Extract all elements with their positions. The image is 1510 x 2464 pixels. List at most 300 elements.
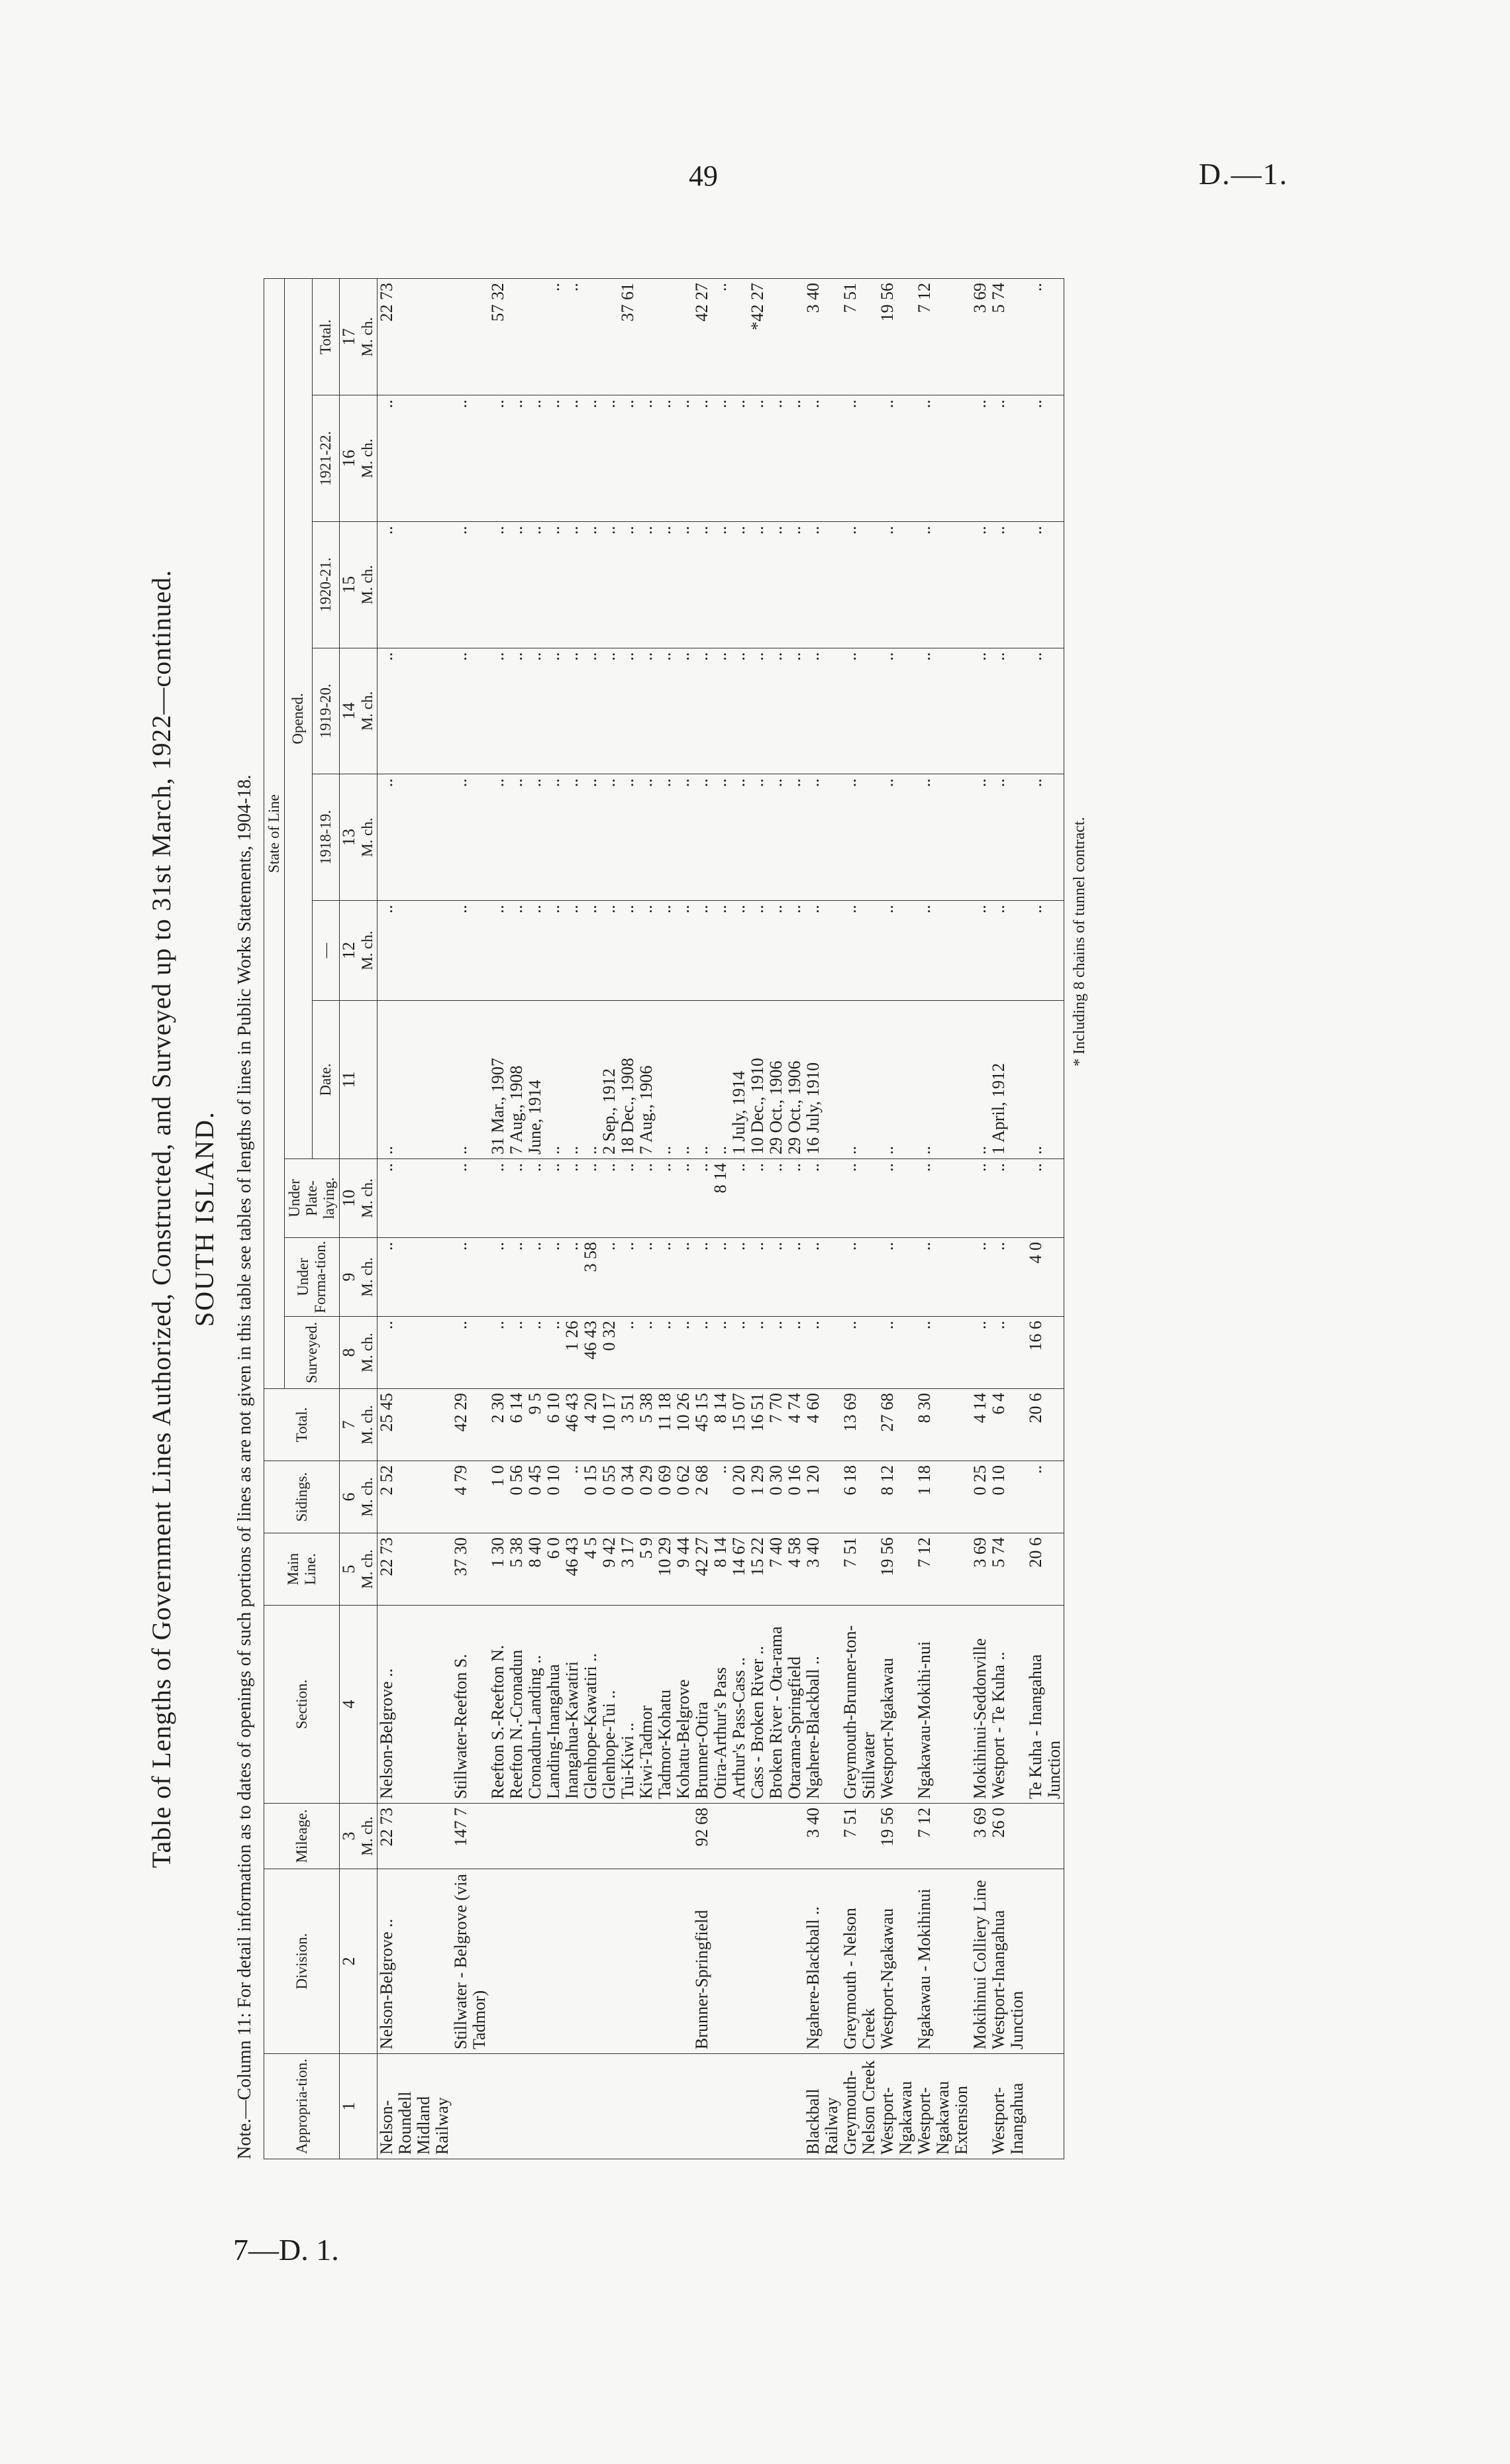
- total-opened-cell: 3 40: [804, 279, 841, 395]
- col13-cell: ..: [989, 774, 1027, 901]
- col16-cell: ..: [730, 395, 748, 522]
- total-opened-cell: ..: [1027, 279, 1064, 395]
- date-opened-cell: 1 April, 1912: [989, 1001, 1027, 1159]
- col14-cell: ..: [507, 648, 526, 774]
- appropriation-cell: Nelson-Roundell Midland Railway: [377, 2054, 452, 2159]
- total-opened-cell: 57 32: [489, 279, 507, 395]
- unit-blank: [358, 1869, 377, 2054]
- under-formation-cell: ..: [377, 1238, 452, 1317]
- date-opened-cell: 10 Dec., 1910: [748, 1001, 767, 1159]
- col12-cell: ..: [748, 900, 767, 1000]
- mileage-cell: [711, 1804, 730, 1869]
- surveyed-cell: ..: [748, 1317, 767, 1389]
- date-opened-cell: ..: [452, 1001, 489, 1159]
- surveyed-cell: ..: [377, 1317, 452, 1389]
- sidings-cell: ..: [711, 1461, 730, 1533]
- total-cell: 45 15: [693, 1389, 711, 1461]
- lengths-table: [264, 278, 1064, 2159]
- col15-cell: ..: [748, 521, 767, 648]
- col14-cell: ..: [730, 648, 748, 774]
- sidings-cell: 2 52: [377, 1461, 452, 1533]
- col13-cell: ..: [878, 774, 915, 901]
- column-number: 5: [340, 1533, 359, 1606]
- col13-cell: ..: [656, 774, 674, 901]
- appropriation-cell: [1027, 2054, 1064, 2159]
- under-platelaying-cell: ..: [841, 1159, 878, 1238]
- appropriation-cell: [600, 2054, 619, 2159]
- total-cell: 13 69: [841, 1389, 878, 1461]
- total-cell: 20 6: [1027, 1389, 1064, 1461]
- main-line-cell: 42 27: [693, 1533, 711, 1606]
- appropriation-cell: Blackball Railway: [804, 2054, 841, 2159]
- unit-label: M. ch.: [358, 900, 377, 1000]
- under-platelaying-cell: ..: [452, 1159, 489, 1238]
- header-state-of-line: State of Line: [264, 279, 285, 1389]
- under-platelaying-cell: ..: [507, 1159, 526, 1238]
- col13-cell: ..: [619, 774, 637, 901]
- column-number: 15: [340, 521, 359, 648]
- under-formation-cell: ..: [804, 1238, 841, 1317]
- col14-cell: ..: [989, 648, 1027, 774]
- total-cell: 16 51: [748, 1389, 767, 1461]
- total-cell: 27 68: [878, 1389, 915, 1461]
- col12-cell: ..: [507, 900, 526, 1000]
- mileage-cell: [619, 1804, 637, 1869]
- table-row: [489, 279, 507, 2159]
- col14-cell: ..: [748, 648, 767, 774]
- total-opened-cell: 3 69: [971, 279, 989, 395]
- mileage-cell: [748, 1804, 767, 1869]
- unit-row: [358, 279, 377, 2159]
- appropriation-cell: [563, 2054, 581, 2159]
- mileage-cell: [600, 1804, 619, 1869]
- col13-cell: ..: [748, 774, 767, 901]
- date-opened-cell: ..: [674, 1001, 693, 1159]
- col16-cell: ..: [600, 395, 619, 522]
- unit-label: M. ch.: [358, 1389, 377, 1461]
- main-line-cell: 37 30: [452, 1533, 489, 1606]
- sidings-cell: 4 79: [452, 1461, 489, 1533]
- total-opened-cell: ..: [711, 279, 730, 395]
- date-opened-cell: ..: [915, 1001, 971, 1159]
- division-cell: Mokihinui Colliery Line: [971, 1869, 989, 2054]
- col15-cell: ..: [693, 521, 711, 648]
- col15-cell: ..: [544, 521, 563, 648]
- col12-cell: ..: [971, 900, 989, 1000]
- table-row: [1027, 279, 1064, 2159]
- col14-cell: ..: [693, 648, 711, 774]
- appropriation-cell: [452, 2054, 489, 2159]
- mileage-cell: [581, 1804, 600, 1869]
- section-cell: Westport-Ngakawau: [878, 1606, 915, 1804]
- sidings-cell: 1 0: [489, 1461, 507, 1533]
- header-1919-20: 1919-20.: [312, 648, 340, 774]
- col15-cell: ..: [526, 521, 544, 648]
- total-cell: 9 5: [526, 1389, 544, 1461]
- mileage-cell: 3 69: [971, 1804, 989, 1869]
- col13-cell: ..: [637, 774, 656, 901]
- header-total: Total.: [264, 1389, 340, 1461]
- division-cell: Westport-Inangahua Junction: [989, 1869, 1027, 2054]
- unit-label: M. ch.: [358, 1159, 377, 1238]
- surveyed-cell: ..: [507, 1317, 526, 1389]
- surveyed-cell: ..: [619, 1317, 637, 1389]
- col15-cell: ..: [785, 521, 804, 648]
- col15-cell: ..: [878, 521, 915, 648]
- total-cell: 42 29: [452, 1389, 489, 1461]
- division-cell: Ngakawau - Mokihinui: [915, 1869, 971, 2054]
- col16-cell: ..: [619, 395, 637, 522]
- col14-cell: ..: [674, 648, 693, 774]
- under-platelaying-cell: ..: [656, 1159, 674, 1238]
- unit-label: M. ch.: [358, 774, 377, 901]
- main-line-cell: 10 29: [656, 1533, 674, 1606]
- division-cell: [785, 1869, 804, 2054]
- date-opened-cell: 7 Aug., 1906: [637, 1001, 656, 1159]
- total-cell: 11 18: [656, 1389, 674, 1461]
- col12-cell: ..: [711, 900, 730, 1000]
- col16-cell: ..: [989, 395, 1027, 522]
- date-opened-cell: June, 1914: [526, 1001, 544, 1159]
- table-row: [563, 279, 581, 2159]
- total-opened-cell: 7 12: [915, 279, 971, 395]
- table-note: Note.—Column 11: For detail information as to dates of openings of such portions of lines as are not given in this table see tables of lengths of lines in Public Works Statements, 1904-18.: [234, 774, 255, 2159]
- col14-cell: ..: [785, 648, 804, 774]
- col12-cell: ..: [730, 900, 748, 1000]
- surveyed-cell: ..: [730, 1317, 748, 1389]
- column-number: 11: [340, 1001, 359, 1159]
- total-opened-cell: [507, 279, 526, 395]
- main-line-cell: 8 40: [526, 1533, 544, 1606]
- col15-cell: ..: [581, 521, 600, 648]
- col15-cell: ..: [841, 521, 878, 648]
- appropriation-cell: [619, 2054, 637, 2159]
- table-row: [730, 279, 748, 2159]
- under-formation-cell: ..: [730, 1238, 748, 1317]
- under-platelaying-cell: ..: [971, 1159, 989, 1238]
- header-1918-19: 1918-19.: [312, 774, 340, 901]
- sidings-cell: ..: [563, 1461, 581, 1533]
- surveyed-cell: ..: [674, 1317, 693, 1389]
- mileage-cell: [637, 1804, 656, 1869]
- col16-cell: ..: [693, 395, 711, 522]
- table-row: [544, 279, 563, 2159]
- column-number: 4: [340, 1606, 359, 1804]
- under-platelaying-cell: ..: [563, 1159, 581, 1238]
- appropriation-cell: Westport-Ngakawau: [878, 2054, 915, 2159]
- header-main-line: Main Line.: [264, 1533, 340, 1606]
- col14-cell: ..: [971, 648, 989, 774]
- appropriation-cell: [637, 2054, 656, 2159]
- under-platelaying-cell: ..: [804, 1159, 841, 1238]
- appropriation-cell: [785, 2054, 804, 2159]
- column-number: 8: [340, 1317, 359, 1389]
- section-cell: Westport - Te Kuha ..: [989, 1606, 1027, 1804]
- under-formation-cell: ..: [452, 1238, 489, 1317]
- col16-cell: ..: [637, 395, 656, 522]
- section-cell: Glenhope-Kawatiri ..: [581, 1606, 600, 1804]
- under-formation-cell: ..: [619, 1238, 637, 1317]
- col13-cell: ..: [971, 774, 989, 901]
- total-cell: 7 70: [767, 1389, 785, 1461]
- surveyed-cell: ..: [637, 1317, 656, 1389]
- sidings-cell: 0 69: [656, 1461, 674, 1533]
- table-row: [526, 279, 544, 2159]
- col12-cell: ..: [989, 900, 1027, 1000]
- mileage-cell: 92 68: [693, 1804, 711, 1869]
- appropriation-cell: [767, 2054, 785, 2159]
- col14-cell: ..: [637, 648, 656, 774]
- table-row: [452, 279, 489, 2159]
- total-cell: 3 51: [619, 1389, 637, 1461]
- col15-cell: ..: [637, 521, 656, 648]
- surveyed-cell: ..: [878, 1317, 915, 1389]
- main-line-cell: 46 43: [563, 1533, 581, 1606]
- column-number: 2: [340, 1869, 359, 2054]
- under-platelaying-cell: ..: [767, 1159, 785, 1238]
- col14-cell: ..: [656, 648, 674, 774]
- col16-cell: ..: [971, 395, 989, 522]
- table-body: [340, 279, 1064, 2159]
- table-subtitle: SOUTH ISLAND.: [189, 1111, 219, 1327]
- total-opened-cell: [656, 279, 674, 395]
- appropriation-cell: [507, 2054, 526, 2159]
- col13-cell: ..: [693, 774, 711, 901]
- section-cell: Landing-Inangahua: [544, 1606, 563, 1804]
- col13-cell: ..: [526, 774, 544, 901]
- appropriation-cell: [730, 2054, 748, 2159]
- date-opened-cell: 31 Mar., 1907: [489, 1001, 507, 1159]
- table-row: [711, 279, 730, 2159]
- under-formation-cell: ..: [507, 1238, 526, 1317]
- unit-label: M. ch.: [358, 648, 377, 774]
- mileage-cell: [563, 1804, 581, 1869]
- surveyed-cell: ..: [767, 1317, 785, 1389]
- col13-cell: ..: [489, 774, 507, 901]
- main-line-cell: 8 14: [711, 1533, 730, 1606]
- col16-cell: ..: [526, 395, 544, 522]
- table-row: [637, 279, 656, 2159]
- col14-cell: ..: [581, 648, 600, 774]
- col16-cell: ..: [711, 395, 730, 522]
- appropriation-cell: [674, 2054, 693, 2159]
- col14-cell: ..: [841, 648, 878, 774]
- unit-label: M. ch.: [358, 1804, 377, 1869]
- total-opened-cell: ..: [544, 279, 563, 395]
- under-formation-cell: ..: [656, 1238, 674, 1317]
- section-cell: Te Kuha - Inangahua Junction: [1027, 1606, 1064, 1804]
- appropriation-cell: [748, 2054, 767, 2159]
- date-opened-cell: ..: [544, 1001, 563, 1159]
- main-line-cell: 1 30: [489, 1533, 507, 1606]
- mileage-cell: [785, 1804, 804, 1869]
- col16-cell: ..: [804, 395, 841, 522]
- section-cell: Stillwater-Reefton S.: [452, 1606, 489, 1804]
- col14-cell: ..: [544, 648, 563, 774]
- under-platelaying-cell: ..: [785, 1159, 804, 1238]
- col13-cell: ..: [544, 774, 563, 901]
- date-opened-cell: ..: [377, 1001, 452, 1159]
- mileage-cell: 7 51: [841, 1804, 878, 1869]
- col13-cell: ..: [841, 774, 878, 901]
- col15-cell: ..: [804, 521, 841, 648]
- section-cell: Reefton N.-Cronadun: [507, 1606, 526, 1804]
- section-cell: Ngahere-Blackball ..: [804, 1606, 841, 1804]
- surveyed-cell: ..: [785, 1317, 804, 1389]
- under-formation-cell: ..: [878, 1238, 915, 1317]
- total-cell: 6 10: [544, 1389, 563, 1461]
- col15-cell: ..: [619, 521, 637, 648]
- col14-cell: ..: [489, 648, 507, 774]
- col15-cell: ..: [674, 521, 693, 648]
- header-date: Date.: [312, 1001, 340, 1159]
- division-cell: Stillwater - Belgrove (via Tadmor): [452, 1869, 489, 2054]
- date-opened-cell: 29 Oct., 1906: [767, 1001, 785, 1159]
- under-formation-cell: ..: [971, 1238, 989, 1317]
- col16-cell: ..: [452, 395, 489, 522]
- under-platelaying-cell: ..: [989, 1159, 1027, 1238]
- table-row: [674, 279, 693, 2159]
- total-cell: 10 26: [674, 1389, 693, 1461]
- main-line-cell: 15 22: [748, 1533, 767, 1606]
- date-opened-cell: ..: [841, 1001, 878, 1159]
- total-opened-cell: [730, 279, 748, 395]
- col14-cell: ..: [377, 648, 452, 774]
- section-cell: Tadmor-Kohatu: [656, 1606, 674, 1804]
- under-formation-cell: ..: [989, 1238, 1027, 1317]
- col13-cell: ..: [915, 774, 971, 901]
- date-opened-cell: 2 Sep., 1912: [600, 1001, 619, 1159]
- header-under-platelaying: Under Plate-laying.: [285, 1159, 340, 1238]
- sidings-cell: 0 20: [730, 1461, 748, 1533]
- main-line-cell: 9 44: [674, 1533, 693, 1606]
- under-formation-cell: ..: [544, 1238, 563, 1317]
- total-opened-cell: [526, 279, 544, 395]
- date-opened-cell: 7 Aug., 1908: [507, 1001, 526, 1159]
- column-number: 13: [340, 774, 359, 901]
- division-cell: [748, 1869, 767, 2054]
- total-cell: 6 14: [507, 1389, 526, 1461]
- col15-cell: ..: [489, 521, 507, 648]
- column-number: 12: [340, 900, 359, 1000]
- col12-cell: ..: [785, 900, 804, 1000]
- unit-blank: [358, 1001, 377, 1159]
- under-formation-cell: ..: [674, 1238, 693, 1317]
- main-line-cell: 5 9: [637, 1533, 656, 1606]
- surveyed-cell: ..: [489, 1317, 507, 1389]
- col15-cell: ..: [915, 521, 971, 648]
- total-opened-cell: [452, 279, 489, 395]
- section-cell: Reefton S.-Reefton N.: [489, 1606, 507, 1804]
- main-line-cell: 4 5: [581, 1533, 600, 1606]
- surveyed-cell: ..: [841, 1317, 878, 1389]
- appropriation-cell: [971, 2054, 989, 2159]
- appropriation-cell: Greymouth-Nelson Creek: [841, 2054, 878, 2159]
- total-cell: 4 60: [804, 1389, 841, 1461]
- under-platelaying-cell: ..: [693, 1159, 711, 1238]
- col13-cell: ..: [730, 774, 748, 901]
- page-number: 49: [689, 160, 718, 192]
- table-title: Table of Lengths of Government Lines Authorized, Constructed, and Surveyed up to 31st March, 1922—continued.: [146, 569, 176, 1869]
- sidings-cell: 1 20: [804, 1461, 841, 1533]
- under-formation-cell: ..: [600, 1238, 619, 1317]
- header-surveyed: Surveyed.: [285, 1317, 340, 1389]
- sidings-cell: 0 62: [674, 1461, 693, 1533]
- col13-cell: ..: [674, 774, 693, 901]
- col15-cell: ..: [563, 521, 581, 648]
- total-opened-cell: [767, 279, 785, 395]
- under-platelaying-cell: ..: [526, 1159, 544, 1238]
- col15-cell: ..: [452, 521, 489, 648]
- total-cell: 4 20: [581, 1389, 600, 1461]
- under-formation-cell: ..: [526, 1238, 544, 1317]
- section-cell: Greymouth-Brunner-ton-Stillwater: [841, 1606, 878, 1804]
- section-cell: Glenhope-Tui ..: [600, 1606, 619, 1804]
- division-cell: Ngahere-Blackball ..: [804, 1869, 841, 2054]
- unit-blank: [358, 1606, 377, 1804]
- under-formation-cell: ..: [711, 1238, 730, 1317]
- division-cell: [637, 1869, 656, 2054]
- table-row: [804, 279, 841, 2159]
- mileage-cell: 3 40: [804, 1804, 841, 1869]
- col12-cell: ..: [693, 900, 711, 1000]
- division-cell: [507, 1869, 526, 2054]
- division-cell: [563, 1869, 581, 2054]
- sidings-cell: ..: [1027, 1461, 1064, 1533]
- unit-label: M. ch.: [358, 1533, 377, 1606]
- division-cell: [674, 1869, 693, 2054]
- date-opened-cell: 16 July, 1910: [804, 1001, 841, 1159]
- unit-label: M. ch.: [358, 1317, 377, 1389]
- appropriation-cell: [711, 2054, 730, 2159]
- mileage-cell: [526, 1804, 544, 1869]
- sidings-cell: 0 45: [526, 1461, 544, 1533]
- date-opened-cell: ..: [693, 1001, 711, 1159]
- sidings-cell: 1 18: [915, 1461, 971, 1533]
- division-cell: [489, 1869, 507, 2054]
- col12-cell: ..: [674, 900, 693, 1000]
- under-formation-cell: ..: [915, 1238, 971, 1317]
- surveyed-cell: ..: [804, 1317, 841, 1389]
- under-formation-cell: 3 58: [581, 1238, 600, 1317]
- sidings-cell: 0 15: [581, 1461, 600, 1533]
- surveyed-cell: ..: [971, 1317, 989, 1389]
- col15-cell: ..: [507, 521, 526, 648]
- mileage-cell: 147 7: [452, 1804, 489, 1869]
- col16-cell: ..: [563, 395, 581, 522]
- col16-cell: ..: [377, 395, 452, 522]
- table-row: [619, 279, 637, 2159]
- main-line-cell: 20 6: [1027, 1533, 1064, 1606]
- under-platelaying-cell: ..: [878, 1159, 915, 1238]
- surveyed-cell: ..: [526, 1317, 544, 1389]
- mileage-cell: [730, 1804, 748, 1869]
- total-opened-cell: 19 56: [878, 279, 915, 395]
- total-cell: 5 38: [637, 1389, 656, 1461]
- sidings-cell: 0 34: [619, 1461, 637, 1533]
- date-opened-cell: ..: [878, 1001, 915, 1159]
- col16-cell: ..: [507, 395, 526, 522]
- footer-reference: 7—D. 1.: [233, 2233, 339, 2267]
- sidings-cell: 8 12: [878, 1461, 915, 1533]
- col15-cell: ..: [711, 521, 730, 648]
- sidings-cell: 0 16: [785, 1461, 804, 1533]
- col13-cell: ..: [767, 774, 785, 901]
- main-line-cell: 9 42: [600, 1533, 619, 1606]
- col12-cell: ..: [656, 900, 674, 1000]
- column-number: 3: [340, 1804, 359, 1869]
- col15-cell: ..: [656, 521, 674, 648]
